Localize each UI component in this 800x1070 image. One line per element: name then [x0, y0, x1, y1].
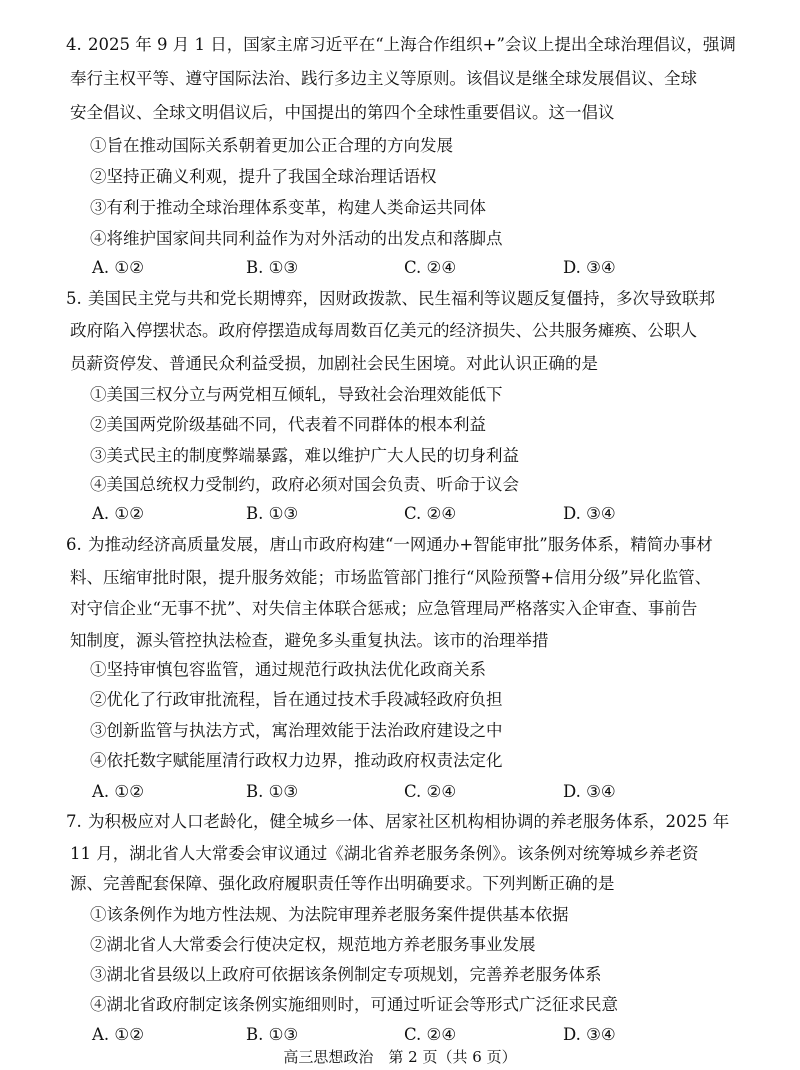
choice-d[interactable]: D. ③④ [563, 258, 616, 277]
choice-d[interactable]: D. ③④ [563, 1025, 616, 1044]
question-stem-line: 员薪资停发、普通民众利益受损，加剧社会民生困境。对此认识正确的是 [70, 354, 598, 373]
question-number: 4. [66, 35, 82, 54]
statement-option: ②优化了行政审批流程，旨在通过技术手段减轻政府负担 [90, 690, 503, 709]
question-stem-line: 为积极应对人口老龄化，健全城乡一体、居家社区机构相协调的养老服务体系，2025 年 [88, 812, 730, 831]
statement-option: ④美国总统权力受制约，政府必须对国会负责、听命于议会 [90, 475, 519, 494]
choice-b[interactable]: B. ①③ [246, 504, 299, 523]
question-stem-line: 对守信企业“无事不扰”、对失信主体联合惩戒；应急管理局严格落实入企审查、事前告 [70, 599, 698, 618]
question-stem-line: 奉行主权平等、遵守国际法治、践行多边主义等原则。该倡议是继全球发展倡议、全球 [70, 69, 697, 88]
question-stem-line: 知制度，源头管控执法检查，避免多头重复执法。该市的治理举措 [70, 631, 549, 650]
statement-option: ④依托数字赋能厘清行政权力边界，推动政府权责法定化 [90, 751, 503, 770]
statement-option: ③美式民主的制度弊端暴露，难以维护广大人民的切身利益 [90, 446, 519, 465]
choice-d[interactable]: D. ③④ [563, 782, 616, 801]
question-stem-line: 安全倡议、全球文明倡议后，中国提出的第四个全球性重要倡议。这一倡议 [70, 103, 615, 122]
statement-option: ③创新监管与执法方式，寓治理效能于法治政府建设之中 [90, 721, 503, 740]
choice-c[interactable]: C. ②④ [404, 782, 457, 801]
question-stem-line: 2025 年 9 月 1 日，国家主席习近平在“上海合作组织+”会议上提出全球治理倡议，强调 [88, 35, 736, 54]
choice-a[interactable]: A. ①② [92, 1025, 144, 1044]
statement-option: ②美国两党阶级基础不同，代表着不同群体的根本利益 [90, 415, 486, 434]
statement-option: ①美国三权分立与两党相互倾轧，导致社会治理效能低下 [90, 385, 503, 404]
choice-d[interactable]: D. ③④ [563, 504, 616, 523]
statement-option: ①旨在推动国际关系朝着更加公正合理的方向发展 [90, 136, 453, 155]
question-stem-line: 11 月，湖北省人大常委会审议通过《湖北省养老服务条例》。该条例对统筹城乡养老资 [70, 844, 699, 863]
statement-option: ②湖北省人大常委会行使决定权，规范地方养老服务事业发展 [90, 935, 536, 954]
statement-option: ③湖北省县级以上政府可依据该条例制定专项规划，完善养老服务体系 [90, 965, 602, 984]
statement-option: ①该条例作为地方性法规、为法院审理养老服务案件提供基本依据 [90, 905, 569, 924]
question-stem-line: 政府陷入停摆状态。政府停摆造成每周数百亿美元的经济损失、公共服务瘫痪、公职人 [70, 321, 697, 340]
choice-c[interactable]: C. ②④ [404, 1025, 457, 1044]
choice-a[interactable]: A. ①② [92, 258, 144, 277]
statement-option: ②坚持正确义利观，提升了我国全球治理话语权 [90, 167, 437, 186]
question-number: 5. [66, 289, 82, 308]
question-stem-line: 源、完善配套保障、强化政府履职责任等作出明确要求。下列判断正确的是 [70, 874, 615, 893]
page-footer: 高三思想政治 第 2 页（共 6 页） [283, 1048, 517, 1066]
choice-b[interactable]: B. ①③ [246, 258, 299, 277]
choice-b[interactable]: B. ①③ [246, 1025, 299, 1044]
choice-a[interactable]: A. ①② [92, 504, 144, 523]
statement-option: ①坚持审慎包容监管，通过规范行政执法优化政商关系 [90, 660, 486, 679]
choice-c[interactable]: C. ②④ [404, 258, 457, 277]
question-number: 6. [66, 535, 82, 554]
question-stem-line: 为推动经济高质量发展，唐山市政府构建“一网通办+智能审批”服务体系，精简办事材 [88, 535, 713, 554]
statement-option: ③有利于推动全球治理体系变革，构建人类命运共同体 [90, 198, 486, 217]
statement-option: ④湖北省政府制定该条例实施细则时，可通过听证会等形式广泛征求民意 [90, 995, 618, 1014]
question-number: 7. [66, 812, 82, 831]
choice-b[interactable]: B. ①③ [246, 782, 299, 801]
choice-a[interactable]: A. ①② [92, 782, 144, 801]
question-stem-line: 美国民主党与共和党长期博弈，因财政拨款、民生福利等议题反复僵持，多次导致联邦 [88, 289, 715, 308]
statement-option: ④将维护国家间共同利益作为对外活动的出发点和落脚点 [90, 229, 503, 248]
question-stem-line: 料、压缩审批时限，提升服务效能；市场监管部门推行“风险预警+信用分级”异化监管、 [70, 568, 712, 587]
choice-c[interactable]: C. ②④ [404, 504, 457, 523]
